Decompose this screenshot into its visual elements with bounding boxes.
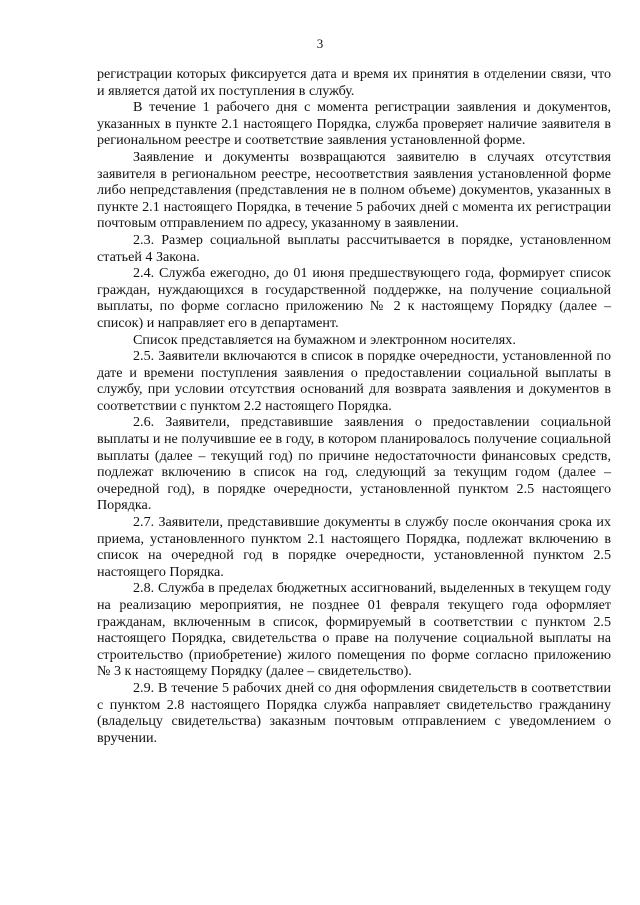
paragraph-2-3: 2.3. Размер социальной выплаты рассчитывается в порядке, установленном статьей 4 Закона. <box>97 231 611 265</box>
paragraph-2-6: 2.6. Заявители, представившие заявления о предоставлении социальной выплаты и не получившие ее в году, в котором планировалось получение социальной выплаты (далее – текущий год) по причине недостаточности финансовых средств, подлежат включению в список на год, следующий за текущим годом (далее – очередной год), в порядке очередности, установленной пунктом 2.5 настоящего Порядка. <box>97 414 611 514</box>
paragraph-2-4: 2.4. Служба ежегодно, до 01 июня предшествующего года, формирует список граждан, нуждающихся в государственной поддержке, на получение социальной выплаты, по форме согласно приложению № 2 к настоящему Порядку (далее – список) и направляет его в департамент. <box>97 265 611 331</box>
paragraph-documents-return: Заявление и документы возвращаются заявителю в случаях отсутствия заявителя в региональном реестре, несоответствия заявления установленной форме либо непредставления (представления не в полном объеме) документов, указанных в пункте 2.1 настоящего Порядка, в течение 5 рабочих дней с момента их регистрации почтовым отправлением по адресу, указанному в заявлении. <box>97 148 611 232</box>
paragraph-2-5: 2.5. Заявители включаются в список в порядке очередности, установленной по дате и времени поступления заявления о предоставлении социальной выплаты в службу, при условии отсутствия оснований для возврата заявления и документов в соответствии с пунктом 2.2 настоящего Порядка. <box>97 348 611 414</box>
paragraph-registration-check: В течение 1 рабочего дня с момента регистрации заявления и документов, указанных в пункте 2.1 настоящего Порядка, служба проверяет наличие заявителя в региональном реестре и соответствие заявления установленной форме. <box>97 99 611 149</box>
document-body <box>97 66 611 746</box>
paragraph-list-media: Список представляется на бумажном и электронном носителях. <box>133 331 516 348</box>
paragraph-2-9: 2.9. В течение 5 рабочих дней со дня оформления свидетельств в соответствии с пунктом 2.8 настоящего Порядка служба направляет свидетельство гражданину (владельцу свидетельства) заказным почтовым отправлением с уведомлением о вручении. <box>97 679 611 746</box>
paragraph-continuation: регистрации которых фиксируется дата и время их принятия в отделении связи, что и является датой их поступления в службу. <box>97 66 611 99</box>
page-number: 3 <box>316 36 324 51</box>
paragraph-2-7: 2.7. Заявители, представившие документы в службу после окончания срока их приема, установленного пунктом 2.1 настоящего Порядка, подлежат включению в список на очередной год в порядке очередности, установленной пунктом 2.5 настоящего Порядка. <box>97 514 611 580</box>
paragraph-2-8: 2.8. Служба в пределах бюджетных ассигнований, выделенных в текущем году на реализацию мероприятия, не позднее 01 февраля текущего года оформляет гражданам, включенным в список, формируемый в соответствии с пунктом 2.5 настоящего Порядка, свидетельства о праве на получение социальной выплаты на строительство (приобретение) жилого помещения по форме согласно приложению № 3 к настоящему Порядку (далее – свидетельство). <box>97 580 611 680</box>
